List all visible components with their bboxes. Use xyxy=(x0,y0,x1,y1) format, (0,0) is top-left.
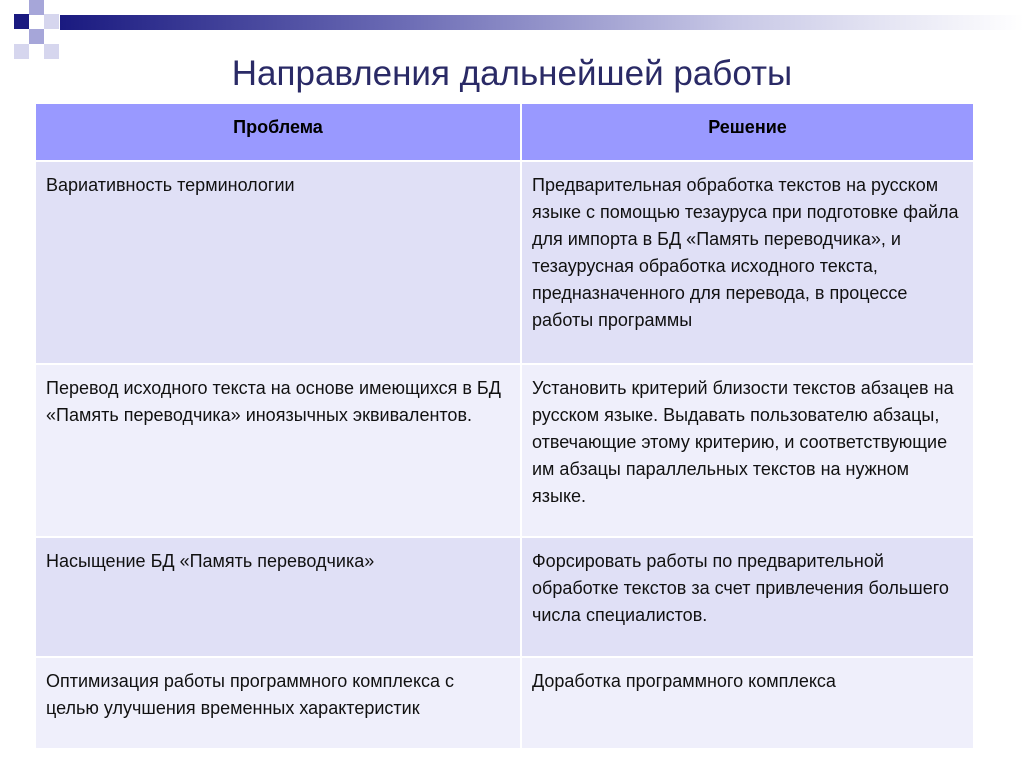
decor-square-mid xyxy=(29,0,44,15)
problem-cell: Оптимизация работы программного комплекса с целью улучшения временных характеристик xyxy=(35,657,521,749)
solution-cell: Установить критерий близости текстов абзацев на русском языке. Выдавать пользователю абзацы, отвечающие этому критерию, и соответствующие им абзацы параллельных текстов на нужном языке. xyxy=(521,364,974,537)
decor-square-light xyxy=(44,14,59,29)
slide-title: Направления дальнейшей работы xyxy=(231,54,793,93)
header-solution: Решение xyxy=(521,103,974,161)
header-gradient-bar xyxy=(60,15,1024,30)
table-row xyxy=(35,657,974,749)
header-problem: Проблема xyxy=(35,103,521,161)
problems-solutions-table xyxy=(34,102,975,750)
problem-cell: Перевод исходного текста на основе имеющихся в БД «Память переводчика» иноязычных эквивалентов. xyxy=(35,364,521,537)
table-row xyxy=(35,537,974,657)
solution-cell: Форсировать работы по предварительной обработке текстов за счет привлечения большего числа специалистов. xyxy=(521,537,974,657)
solution-cell: Предварительная обработка текстов на русском языке с помощью тезауруса при подготовке файла для импорта в БД «Память переводчика», и тезаурусная обработка исходного текста, предназначенного для перевода, в процессе работы программы xyxy=(521,161,974,364)
decor-square-mid-2 xyxy=(29,29,44,44)
problem-cell: Вариативность терминологии xyxy=(35,161,521,364)
table-header-row xyxy=(35,103,974,161)
table-row xyxy=(35,161,974,364)
problem-cell: Насыщение БД «Память переводчика» xyxy=(35,537,521,657)
decor-square-navy xyxy=(14,14,29,29)
solution-cell: Доработка программного комплекса xyxy=(521,657,974,749)
table-row xyxy=(35,364,974,537)
